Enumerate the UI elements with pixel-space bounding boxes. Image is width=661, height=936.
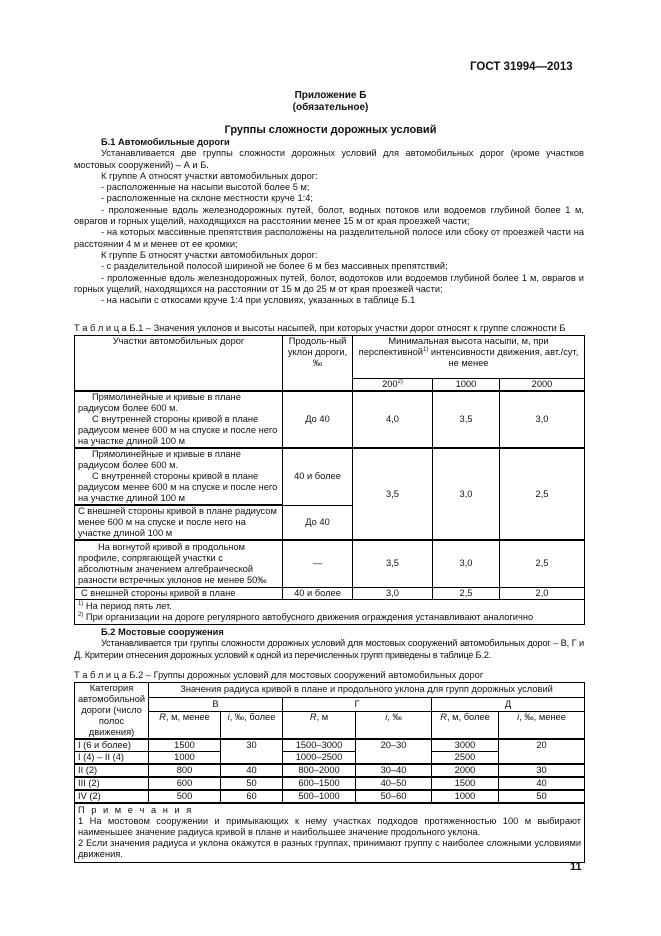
table-row	[75, 777, 585, 790]
slope-cell: До 40	[283, 391, 353, 448]
caption-text: Б.2 – Группы дорожных условий для мостовых сооружений автомобильных дорог	[126, 670, 484, 680]
value-cell: 1000	[432, 790, 499, 803]
value-cell: 30	[499, 764, 585, 777]
caption-text: Б.1 – Значения уклонов и высоты насыпей, при которых участки дорог относят к группе сложности Б	[126, 323, 566, 333]
value-cell: 2000	[432, 764, 499, 777]
notes-title: П р и м е ч а н и я	[78, 805, 194, 815]
slope-cell: 40 и более	[283, 448, 353, 505]
section-b2	[74, 627, 584, 661]
header-group-v: В	[149, 697, 283, 712]
notes-row	[75, 803, 585, 863]
header-values: Значения радиуса кривой в плане и продольного уклона для групп дорожных условий	[149, 683, 585, 698]
table-row	[75, 790, 585, 803]
header-group-d: Д	[432, 697, 585, 712]
table-b1-caption	[74, 323, 565, 334]
section-cell	[75, 391, 283, 448]
value-cell: 3,5	[353, 448, 433, 540]
value-cell: 3,5	[433, 391, 500, 448]
unit: , ‰, менее	[519, 712, 566, 723]
value-cell: 1000–2500	[283, 752, 356, 765]
value-cell: 20	[499, 739, 585, 764]
symbol: R	[440, 712, 447, 723]
section-b2-heading: Б.2 Мостовые сооружения	[101, 627, 224, 637]
value-cell: 1500	[149, 739, 221, 752]
header-sub	[149, 712, 221, 739]
header-sub	[221, 712, 283, 739]
section-b1-heading: Б.1 Автомобильные дороги	[101, 137, 230, 147]
value-cell: 40	[499, 777, 585, 790]
value-cell: 3000	[432, 739, 499, 752]
value-cell: 30–40	[356, 764, 432, 777]
header-height	[353, 336, 585, 379]
table-row	[75, 540, 585, 587]
table-b2-caption	[74, 670, 483, 681]
footnote	[78, 601, 581, 612]
header-sub	[432, 712, 499, 739]
footnote-text: На период пять лет.	[83, 600, 172, 611]
category-cell: II (2)	[75, 764, 149, 777]
section-b1-intro: Устанавливается две группы сложности дорожных условий для автомобильных дорог (кроме участков мостовых сооружений) – А и Б.	[74, 148, 584, 170]
group-a-item: - проложенные вдоль железнодорожных путей, болот, водных потоков или водоемов глубиной более 1 м, оврагов и горных ущелий, находящихся на расстоянии менее 15 м от края проезжей части;	[74, 204, 584, 227]
group-b-item: - с разделительной полосой шириной не более 6 м без массивных препятствий;	[101, 261, 448, 272]
value-cell: 1000	[149, 752, 221, 765]
footnote	[78, 612, 581, 623]
header-slope: Продоль-ный уклон дороги, ‰	[283, 336, 353, 392]
header-height-text: интенсивности движения, авт./сут, не менее	[428, 347, 579, 368]
value-cell: 800	[149, 764, 221, 777]
intensity-value: 200	[382, 379, 398, 389]
header-intensity: 2000	[500, 379, 585, 392]
symbol: i	[227, 712, 230, 723]
header-group-g: Г	[283, 697, 432, 712]
value-cell: 30	[221, 739, 283, 764]
table-row	[75, 448, 585, 505]
value-cell: 20–30	[356, 739, 432, 764]
value-cell: 600–1500	[283, 777, 356, 790]
header-sections: Участки автомобильных дорог	[75, 336, 283, 392]
value-cell: 2,0	[500, 587, 585, 599]
category-cell: IV (2)	[75, 790, 149, 803]
cell-text: С внутренней стороны кривой в плане радиусом менее 600 м на спуске и после него на участке длиной 100 м	[78, 471, 278, 503]
category-cell: I (4) – II (4)	[75, 752, 149, 765]
value-cell: 50	[221, 777, 283, 790]
slope-cell: —	[283, 540, 353, 587]
category-cell: III (2)	[75, 777, 149, 790]
symbol: i	[517, 712, 520, 723]
slope-cell: 40 и более	[283, 587, 353, 599]
symbol: R	[309, 712, 317, 723]
header-sub	[356, 712, 432, 739]
standard-number: ГОСТ 31994—2013	[470, 61, 573, 73]
header-intensity	[353, 379, 433, 392]
value-cell: 2500	[432, 752, 499, 765]
cell-text: На вогнутой кривой в продольном профиле, сопрягающей участки с абсолютным значением алгебраической разности встречных уклонов не менее 50‰	[78, 541, 267, 585]
note: 2 Если значения радиуса и уклона окажутся в разных группах, принимают группу с наиболее сложными условиями движения.	[78, 838, 582, 859]
footnotes-row	[75, 599, 585, 624]
value-cell: 500–1000	[283, 790, 356, 803]
appendix-status: (обязательное)	[292, 102, 369, 113]
value-cell: 1500–3000	[283, 739, 356, 752]
page-number: 11	[570, 861, 582, 873]
section-cell	[75, 448, 283, 505]
table-row	[75, 587, 585, 599]
footnote-mark: 1)	[422, 346, 429, 353]
value-cell: 1500	[432, 777, 499, 790]
caption-prefix: Т а б л и ц а	[74, 323, 127, 333]
appendix-title: Приложение Б	[294, 90, 367, 101]
section-b1	[74, 137, 584, 306]
value-cell: 3,0	[353, 587, 433, 599]
value-cell: 60	[221, 790, 283, 803]
group-a-intro: К группе А относят участки автомобильных дорог:	[101, 170, 318, 181]
value-cell: 2,5	[500, 540, 585, 587]
unit: , ‰	[387, 712, 402, 723]
main-title: Группы сложности дорожных условий	[224, 124, 437, 136]
table-b1	[74, 335, 585, 625]
value-cell: 600	[149, 777, 221, 790]
value-cell: 3,0	[433, 448, 500, 540]
header-sub	[283, 712, 356, 739]
section-cell	[75, 540, 283, 587]
group-a-item: - расположенные на склоне местности круче 1:4;	[101, 193, 313, 204]
note: 1 На мостовом сооружении и примыкающих к нему участках подходов протяженностью 100 м выбирают наименьшее значение радиуса кривой в плане и наибольшее значение продольного уклона.	[78, 816, 582, 837]
value-cell: 4,0	[353, 391, 433, 448]
value-cell: 40–50	[356, 777, 432, 790]
value-cell: 50	[499, 790, 585, 803]
slope-cell: До 40	[283, 505, 353, 540]
cell-text: Прямолинейные и кривые в плане радиусом более 600 м.	[78, 392, 241, 413]
header-intensity: 1000	[433, 379, 500, 392]
value-cell: 3,5	[353, 540, 433, 587]
value-cell: 800–2000	[283, 764, 356, 777]
header-height-text: Минимальная высота насыпи, м, при перспективной	[358, 336, 549, 357]
unit: , ‰, более	[229, 712, 276, 723]
value-cell: 2,5	[500, 448, 585, 540]
footnote-text: При организации на дороге регулярного автобусного движения ограждения устанавливают аналогично	[83, 611, 534, 622]
value-cell: 500	[149, 790, 221, 803]
value-cell: 40	[221, 764, 283, 777]
cell-text: Прямолинейные и кривые в плане радиусом более 600 м.	[78, 449, 241, 470]
group-a-item: - расположенные на насыпи высотой более 5 м;	[101, 182, 310, 193]
table-row	[75, 391, 585, 448]
notes-cell	[75, 803, 585, 863]
value-cell: 2,5	[433, 587, 500, 599]
unit: , м, более	[446, 712, 490, 723]
caption-prefix: Т а б л и ц а	[74, 670, 127, 680]
table-row	[75, 764, 585, 777]
group-a-item: - на которых массивные препятствия расположены на разделительной полосе или сбоку от проезжей части на расстоянии 4 м и менее от ее кромки;	[74, 227, 584, 249]
group-b-item: - на насыпи с откосами круче 1:4 при условиях, указанных в таблице Б.1	[101, 295, 416, 306]
header-category: Категория автомобильной дороги (число полос движения)	[75, 683, 149, 740]
footnote-mark: 1)	[78, 600, 84, 607]
symbol: i	[385, 712, 388, 723]
value-cell: 3,0	[500, 391, 585, 448]
header-sub	[499, 712, 585, 739]
footnote-mark: 2)	[78, 611, 84, 618]
category-cell: I (6 и более)	[75, 739, 149, 752]
group-b-intro: К группе Б относят участки автомобильных дорог:	[101, 249, 318, 260]
section-b2-text: Устанавливается три группы сложности дорожных условий для мостовых сооружений автомобильных дорог – В, Г и Д. Критерии отнесения дорожных условий к одной из перечисленных групп приведены в таблице Б.2.	[74, 638, 584, 660]
footnotes-cell	[75, 599, 585, 624]
cell-text: С внутренней стороны кривой в плане радиусом менее 600 м на спуске и после него на участке длиной 100 м	[78, 414, 278, 446]
group-b-item: - проложенные вдоль железнодорожных путей, болот, водотоков или водоемов глубиной более 1 м, оврагов и горных ущелий, находящихся на расстоянии от 15 м до 25 м от края проезжей части;	[74, 272, 584, 294]
table-b2	[74, 682, 585, 863]
symbol: R	[159, 712, 166, 723]
section-cell: С внешней стороны кривой в плане	[75, 587, 283, 599]
footnote-mark: 2)	[397, 378, 403, 385]
value-cell: 50–60	[356, 790, 432, 803]
unit: , м, менее	[165, 712, 210, 723]
value-cell: 3,0	[433, 540, 500, 587]
unit: , м	[316, 712, 329, 723]
table-row	[75, 739, 585, 752]
section-cell: С внешней стороны кривой в плане радиусом менее 600 м на спуске и после него на участке длиной 100 м	[75, 505, 283, 540]
